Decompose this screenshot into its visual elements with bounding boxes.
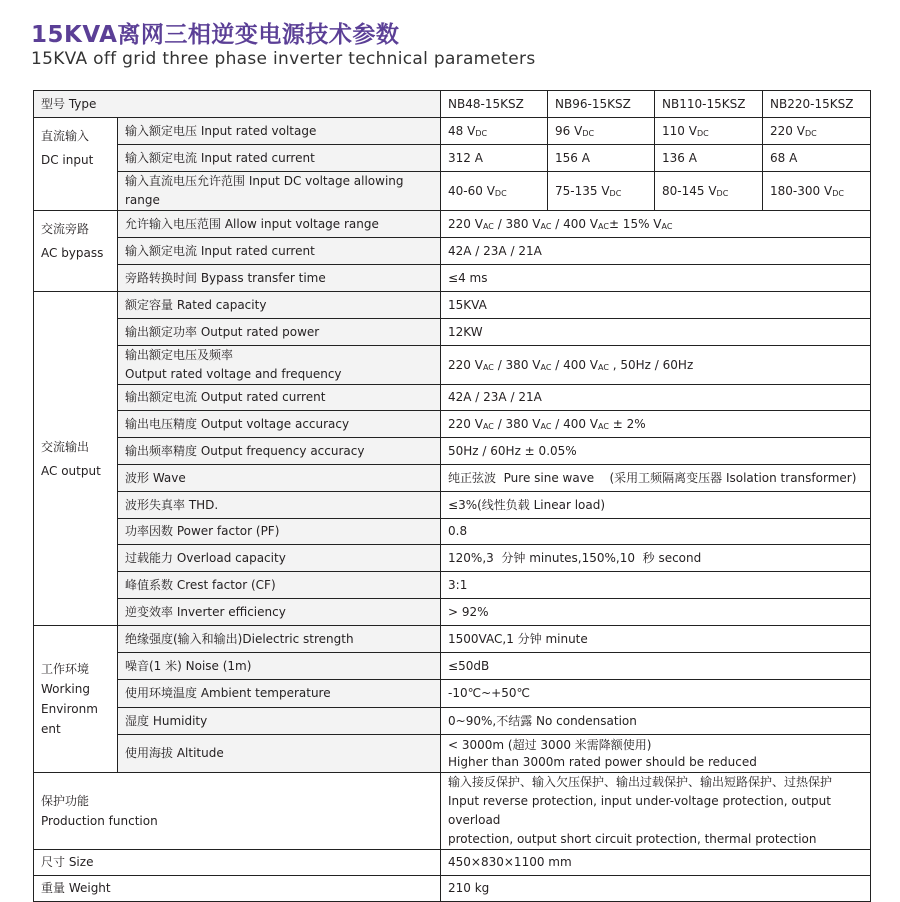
- table-row: [34, 599, 871, 626]
- row-label: [118, 346, 441, 385]
- group-label-cn: 交流旁路: [41, 222, 90, 236]
- value-cell: 156 A: [548, 145, 655, 172]
- table-row: [34, 545, 871, 572]
- row-label: 旁路转换时间 Bypass transfer time: [118, 265, 441, 292]
- model-1: NB48-15KSZ: [441, 91, 548, 118]
- value-cell: 68 A: [763, 145, 871, 172]
- group-label-cn: 直流输入: [41, 129, 90, 143]
- row-label: 输入额定电压 Input rated voltage: [118, 118, 441, 145]
- group-label-en: AC output: [41, 463, 101, 478]
- table-row: [34, 653, 871, 680]
- table-row: [34, 850, 871, 876]
- value-cell: 纯正弦波 Pure sine wave (采用工频隔离变压器 Isolation transformer): [441, 465, 871, 492]
- value-cell: 220 $V_{AC} / 380$ $V_{AC} / 400$ $V_{AC}$ , 50Hz / 60Hz: [441, 346, 871, 385]
- value-line: 输入接反保护、输入欠压保护、输出过载保护、输出短路保护、过热保护: [448, 775, 833, 789]
- row-label: 过载能力 Overload capacity: [118, 545, 441, 572]
- value-line: Input reverse protection, input under-voltage protection, output overload: [448, 794, 831, 827]
- value-cell: > 92%: [441, 599, 871, 626]
- value-cell: -10℃~+50℃: [441, 680, 871, 708]
- row-label: 输入额定电流 Input rated current: [118, 145, 441, 172]
- table-row: [34, 680, 871, 708]
- table-row: [34, 172, 871, 211]
- value-cell: 136 A: [655, 145, 763, 172]
- model-4: NB220-15KSZ: [763, 91, 871, 118]
- value-cell: 450×830×1100 mm: [441, 850, 871, 876]
- value-cell: 42A / 23A / 21A: [441, 385, 871, 411]
- value-cell: 3:1: [441, 572, 871, 599]
- header-row: [34, 91, 871, 118]
- row-label: [34, 773, 441, 850]
- value-cell: 0.8: [441, 519, 871, 545]
- table-row: [34, 385, 871, 411]
- spec-table: [33, 90, 871, 902]
- value-cell: 75-135 $V_{DC}$: [548, 172, 655, 211]
- group-label-line: 工作环境: [41, 662, 90, 676]
- row-label: 波形 Wave: [118, 465, 441, 492]
- row-label: 波形失真率 THD.: [118, 492, 441, 519]
- value-cell: 12KW: [441, 319, 871, 346]
- value-cell: 48 $V_{DC}$: [441, 118, 548, 145]
- row-label: 重量 Weight: [34, 876, 441, 902]
- value-cell: ≤50dB: [441, 653, 871, 680]
- row-label: 输入直流电压允许范围 Input DC voltage allowing range: [118, 172, 441, 211]
- table-row: [34, 211, 871, 238]
- value-line: Higher than 3000m rated power should be reduced: [448, 754, 757, 769]
- page-title: 15KVA离网三相逆变电源技术参数: [31, 22, 400, 48]
- table-row: [34, 319, 871, 346]
- value-cell: 1500VAC,1 分钟 minute: [441, 626, 871, 653]
- group-label-line: ent: [41, 722, 61, 736]
- row-label-en: Production function: [41, 814, 158, 828]
- value-cell: 220 $V_{DC}$: [763, 118, 871, 145]
- row-label: 输出电压精度 Output voltage accuracy: [118, 411, 441, 438]
- table-row: [34, 145, 871, 172]
- page-subtitle: 15KVA off grid three phase inverter technical parameters: [31, 49, 536, 69]
- table-row: [34, 773, 871, 850]
- value-cell: 40-60 $V_{DC}$: [441, 172, 548, 211]
- table-row: [34, 292, 871, 319]
- row-label: 绝缘强度(输入和输出)Dielectric strength: [118, 626, 441, 653]
- row-label-cn: 保护功能: [41, 794, 90, 808]
- row-label: 允许输入电压范围 Allow input voltage range: [118, 211, 441, 238]
- table-row: [34, 265, 871, 292]
- table-row: [34, 492, 871, 519]
- row-label: 噪音(1 米) Noise (1m): [118, 653, 441, 680]
- row-label: 尺寸 Size: [34, 850, 441, 876]
- row-label-en: Output rated voltage and frequency: [125, 367, 342, 381]
- group-label-line: Working: [41, 682, 90, 696]
- value-cell: 220 $V_{AC} / 380$ $V_{AC} / 400$ $V_{AC}\pm 15\%$ $V_{AC}$: [441, 211, 871, 238]
- table-row: [34, 238, 871, 265]
- table-row: [34, 519, 871, 545]
- table-row: [34, 708, 871, 735]
- row-label: 峰值系数 Crest factor (CF): [118, 572, 441, 599]
- value-cell: 312 A: [441, 145, 548, 172]
- value-cell: ≤4 ms: [441, 265, 871, 292]
- row-label: 输出额定电流 Output rated current: [118, 385, 441, 411]
- value-cell: 180-300 $V_{DC}$: [763, 172, 871, 211]
- row-label: 逆变效率 Inverter efficiency: [118, 599, 441, 626]
- value-cell: 120%,3 分钟 minutes,150%,10 秒 second: [441, 545, 871, 572]
- row-label: 使用环境温度 Ambient temperature: [118, 680, 441, 708]
- row-label: 使用海拔 Altitude: [118, 735, 441, 773]
- table-row: [34, 438, 871, 465]
- group-ac-output: [34, 292, 118, 626]
- table-row: [34, 876, 871, 902]
- table-row: [34, 118, 871, 145]
- row-label: 额定容量 Rated capacity: [118, 292, 441, 319]
- value-line: protection, output short circuit protection, thermal protection: [448, 832, 817, 846]
- group-label-cn: 交流输出: [41, 439, 90, 454]
- value-cell: 110 $V_{DC}$: [655, 118, 763, 145]
- value-cell: [441, 773, 871, 850]
- group-working-environment: [34, 626, 118, 773]
- row-label: 湿度 Humidity: [118, 708, 441, 735]
- group-label-line: Environm: [41, 702, 98, 716]
- table-row: [34, 346, 871, 385]
- value-cell: 0~90%,不结露 No condensation: [441, 708, 871, 735]
- group-dc-input: [34, 118, 118, 211]
- row-label: 功率因数 Power factor (PF): [118, 519, 441, 545]
- table-row: [34, 735, 871, 773]
- row-label: 输出额定功率 Output rated power: [118, 319, 441, 346]
- value-cell: 50Hz / 60Hz ± 0.05%: [441, 438, 871, 465]
- type-header: 型号 Type: [34, 91, 441, 118]
- group-ac-bypass: [34, 211, 118, 292]
- model-2: NB96-15KSZ: [548, 91, 655, 118]
- table-row: [34, 626, 871, 653]
- value-cell: 42A / 23A / 21A: [441, 238, 871, 265]
- group-label-en: DC input: [41, 153, 94, 167]
- value-cell: ≤3%(线性负载 Linear load): [441, 492, 871, 519]
- value-cell: [441, 735, 871, 773]
- table-row: [34, 411, 871, 438]
- row-label-cn: 输出额定电压及频率: [125, 348, 234, 362]
- table-row: [34, 572, 871, 599]
- row-label: 输出频率精度 Output frequency accuracy: [118, 438, 441, 465]
- value-line: < 3000m (超过 3000 米需降额使用): [448, 737, 652, 752]
- value-cell: 80-145 $V_{DC}$: [655, 172, 763, 211]
- row-label: 输入额定电流 Input rated current: [118, 238, 441, 265]
- value-cell: 210 kg: [441, 876, 871, 902]
- value-cell: 96 $V_{DC}$: [548, 118, 655, 145]
- group-label-en: AC bypass: [41, 246, 104, 260]
- model-3: NB110-15KSZ: [655, 91, 763, 118]
- value-cell: 15KVA: [441, 292, 871, 319]
- table-row: [34, 465, 871, 492]
- value-cell: 220 $V_{AC} / 380$ $V_{AC} / 400$ $V_{AC} \pm 2\%$: [441, 411, 871, 438]
